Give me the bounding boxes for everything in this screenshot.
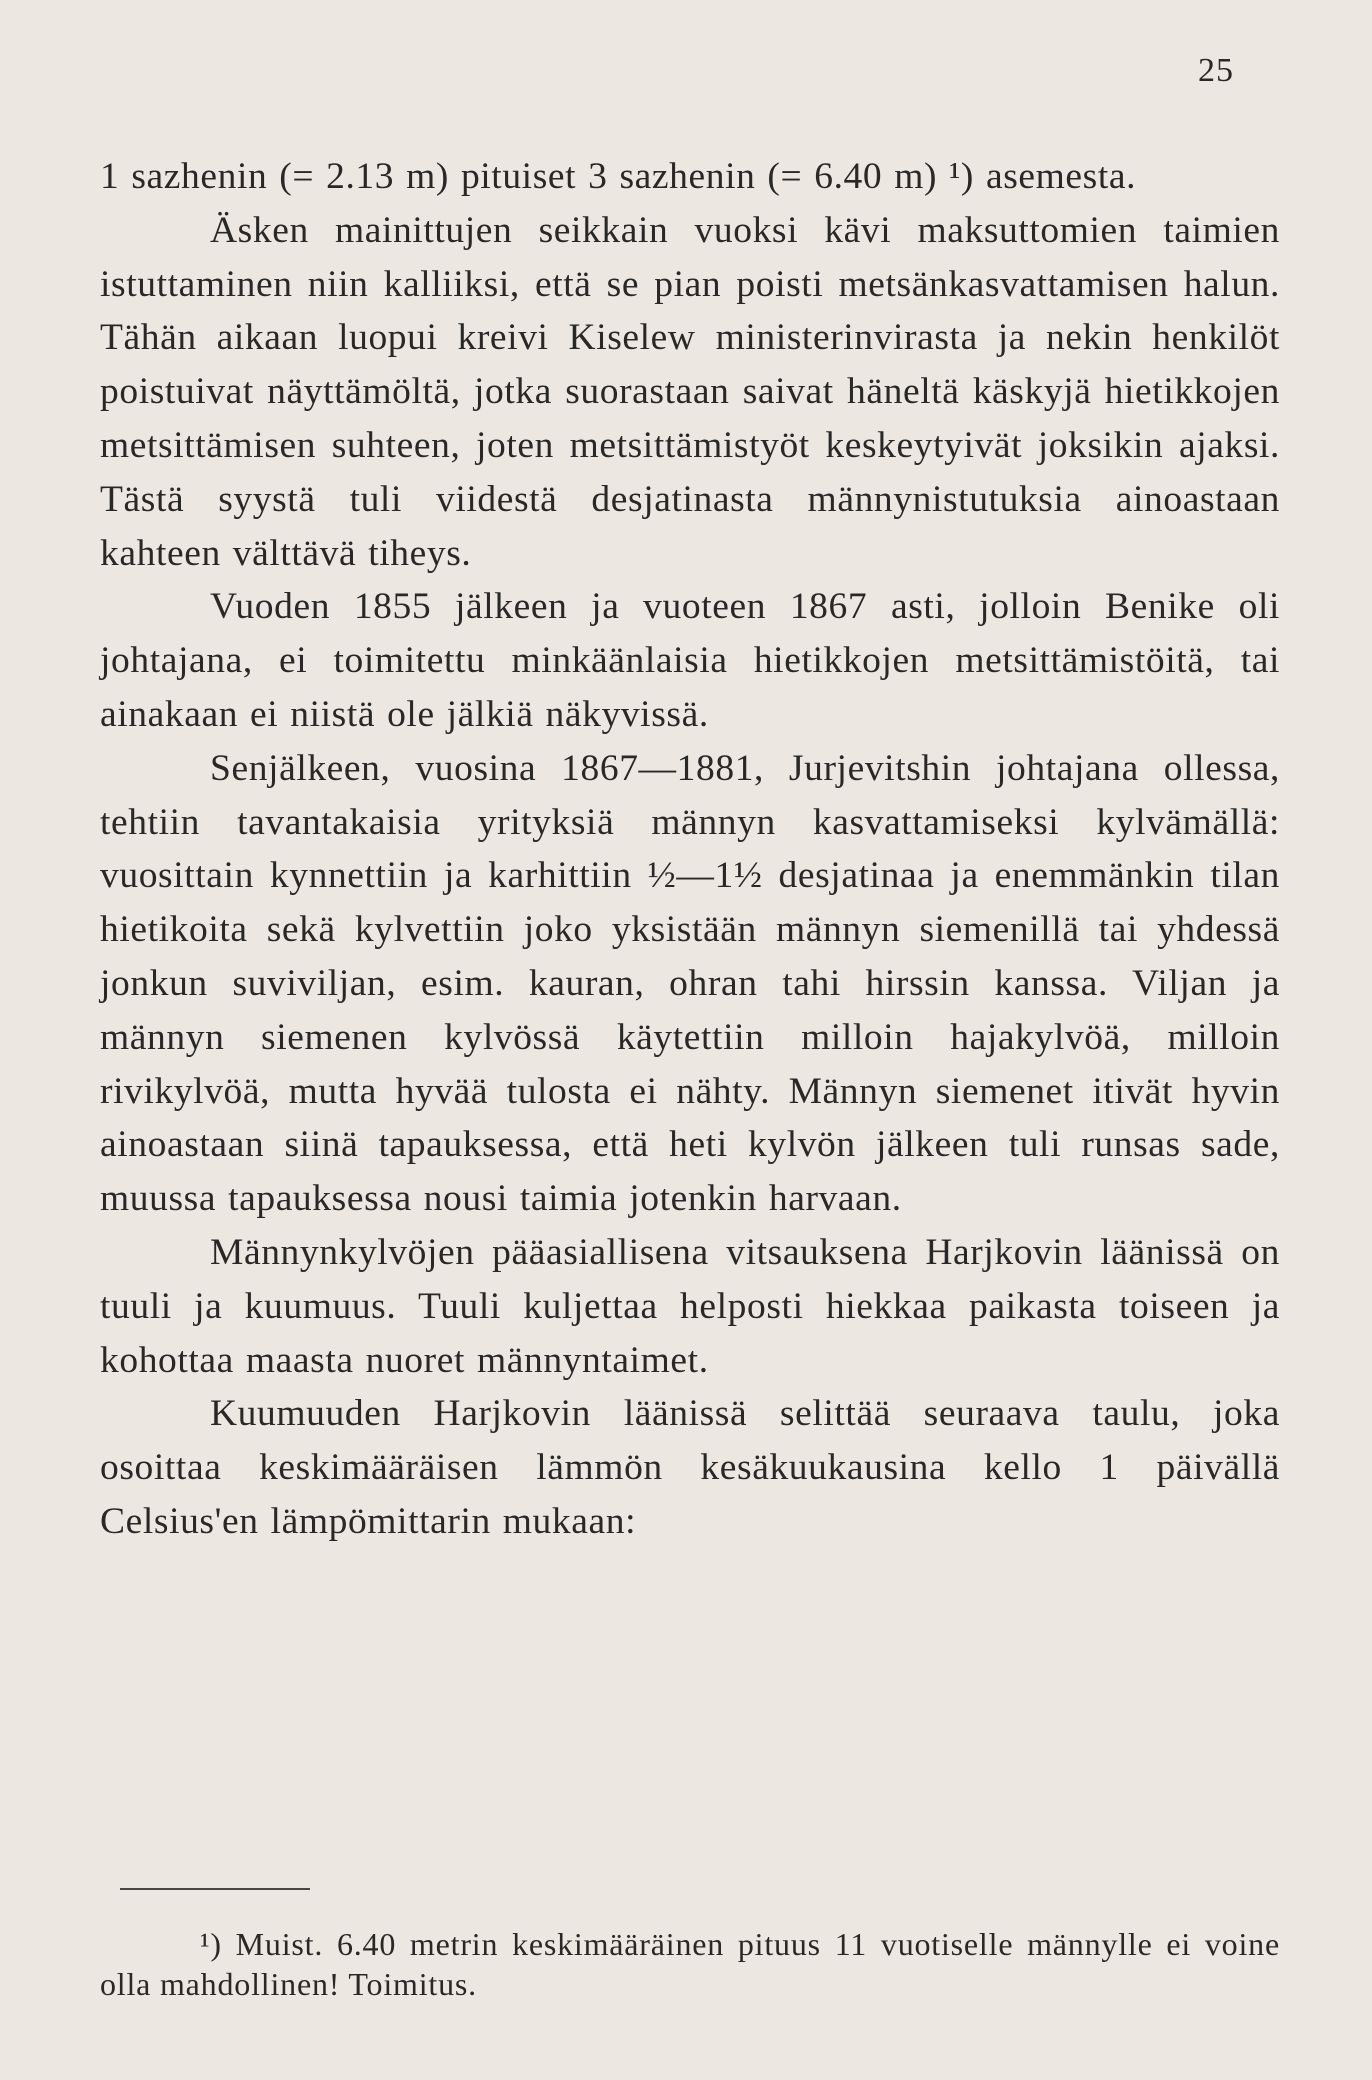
paragraph-6: Kuumuuden Harjkovin läänissä selittää seuraava taulu, joka osoittaa keskimääräisen lämmön kesäkuukausina kello 1 päivällä Celsius'en lämpömittarin mukaan: (100, 1393, 1280, 1542)
body-text (100, 150, 1280, 1549)
footnote-text: Muist. 6.40 metrin keskimääräinen pituus 11 vuotiselle männylle ei voine olla mahdollinen! Toimitus. (100, 1926, 1280, 2002)
footnote-marker: ¹) (200, 1926, 222, 1962)
paragraph-1: 1 sazhenin (= 2.13 m) pituiset 3 sazhenin (= 6.40 m) ¹) asemesta. (100, 156, 1137, 197)
paragraph-5: Männynkylvöjen pääasiallisena vitsauksena Harjkovin läänissä on tuuli ja kuumuus. Tuuli kuljettaa helposti hiekkaa paikasta toiseen ja kohottaa maasta nuoret männyntaimet. (100, 1231, 1280, 1381)
paragraph-4: Senjälkeen, vuosina 1867—1881, Jurjevitshin johtajana ollessa, tehtiin tavantakaisia yrityksiä männyn kasvattamiseksi kylvämällä: vuosittain kynnettiin ja karhittiin ½—1½ desjatinaa ja enemmänkin tilan hietikoita sekä kylvettiin joko yksistään männyn siemenillä tai yhdessä jonkun suviviljan, esim. kauran, ohran tahi hirssin kanssa. Viljan ja männyn siemenen kylvössä käytettiin milloin hajakylvöä, milloin rivikylvöä, mutta hyvää tulosta ei nähty. Männyn siemenet itivät hyvin ainoastaan siinä tapauksessa, että heti kylvön jälkeen tuli runsas sade, muussa tapauksessa nousi taimia jotenkin harvaan. (100, 747, 1280, 1220)
footnote-divider (120, 1888, 310, 1890)
page-number: 25 (1198, 52, 1234, 89)
footnote (100, 1924, 1280, 2004)
paragraph-3: Vuoden 1855 jälkeen ja vuoteen 1867 asti, jolloin Benike oli johtajana, ei toimitettu minkäänlaisia hietikkojen metsittämistöitä, tai ainakaan ei niistä ole jälkiä näkyvissä. (100, 586, 1280, 735)
paragraph-2: Äsken mainittujen seikkain vuoksi kävi maksuttomien taimien istuttaminen niin kalliiksi, että se pian poisti metsänkasvattamisen halun. Tähän aikaan luopui kreivi Kiselew ministerinvirasta ja nekin henkilöt poistuivat näyttämöltä, jotka suorastaan saivat häneltä käskyjä hietikkojen metsittämisen suhteen, joten metsittämistyöt keskeytyivät joksikin ajaksi. Tästä syystä tuli viidestä desjatinasta männynistutuksia ainoastaan kahteen välttävä tiheys. (100, 209, 1280, 574)
